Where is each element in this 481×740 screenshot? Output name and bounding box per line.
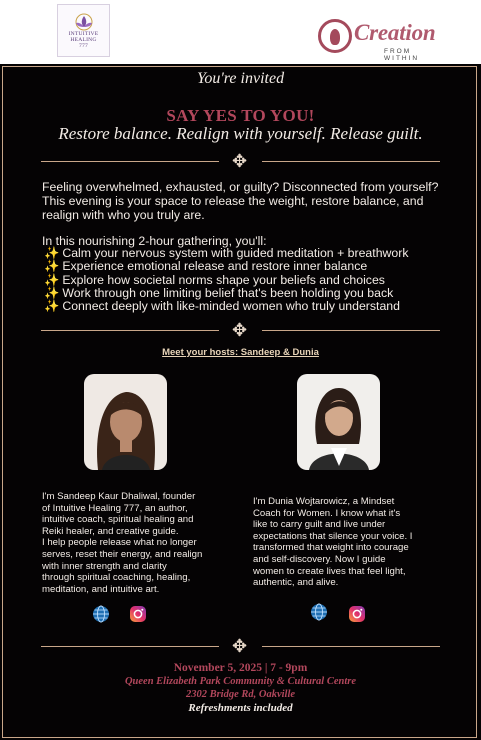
bio-line: women to create lives that feel light, [253, 565, 406, 577]
sparkle-icon: ✨ [44, 246, 60, 260]
bio-line: authentic, and alive. [253, 577, 339, 589]
bio-line: meditation, and intuitive art. [42, 583, 160, 595]
event-date: November 5, 2025 | 7 - 9pm [173, 662, 308, 674]
benefit-list [44, 247, 409, 313]
host-bio-sandeep [42, 491, 227, 595]
headline: SAY YES TO YOU! [166, 106, 315, 125]
ornament-icon: ✥ [232, 151, 248, 171]
sparkle-icon: ✨ [44, 285, 60, 300]
invited-heading: You're invited [196, 70, 285, 87]
event-address: 2302 Bridge Rd, Oakville [185, 689, 296, 700]
refreshments-note: Refreshments included [188, 702, 293, 714]
sparkle-icon: ✨ [44, 299, 60, 314]
list-item: ✨ Explore how societal norms shape your beliefs and choices [44, 272, 385, 287]
ornament-icon: ✥ [232, 636, 248, 656]
list-item: ✨ Work through one limiting belief that's been holding you back [44, 285, 394, 300]
lotus-icon [69, 13, 99, 31]
top-banner [0, 0, 481, 64]
bio-line: expectations that silence your voice. I [253, 530, 413, 542]
sparkle-icon: ✨ [44, 272, 60, 287]
instagram-icon[interactable] [348, 605, 366, 623]
bio-line: Reiki healer, and creative guide. [42, 525, 179, 537]
ornament-icon: ✥ [232, 320, 248, 340]
list-item: ✨ Connect deeply with like-minded women who truly understand [44, 299, 400, 314]
bio-line: and self-discovery. Now I guide [253, 553, 386, 565]
bio-line: I'm Sandeep Kaur Dhaliwal, founder [42, 491, 196, 502]
creation-logo-mark-icon [318, 19, 352, 53]
creation-from-within-logo [318, 14, 448, 62]
divider-bottom [41, 636, 440, 656]
intro-line: This evening is your space to release the weight, restore balance, and [42, 194, 424, 208]
event-venue: Queen Elizabeth Park Community & Cultural Centre [124, 676, 357, 687]
bio-line: transformed that weight into courage [253, 542, 409, 554]
bio-line: intuitive coach, spiritual healing and [42, 514, 194, 526]
logo-line-2: HEALING [70, 36, 97, 43]
globe-icon[interactable] [310, 603, 328, 621]
logo-line-1: INTUITIVE [68, 30, 99, 37]
intro-line: realign with who you truly are. [42, 208, 205, 222]
host-bio-dunia [253, 496, 458, 589]
creation-subtitle: FROM WITHIN [384, 48, 420, 62]
host-photo-sandeep [84, 374, 167, 470]
hosts-title: Meet your hosts: Sandeep & Dunia [162, 347, 319, 358]
instagram-icon[interactable] [129, 605, 147, 623]
bio-line: like to carry guilt and live under [253, 519, 386, 531]
logo-line-3: 777 [79, 42, 88, 49]
bio-line: I'm Dunia Wojtarowicz, a Mindset [253, 496, 395, 507]
bio-line: with inner strength and clarity [42, 560, 167, 572]
globe-icon[interactable] [92, 605, 110, 623]
gathering-lead: In this nourishing 2-hour gathering, you'll: [42, 234, 267, 248]
tagline: Restore balance. Realign with yourself. Release guilt. [58, 124, 423, 143]
bio-line: I help people release what no longer [42, 537, 197, 549]
bio-line: of Intuitive Healing 777, an author, [42, 502, 188, 514]
divider-top [41, 151, 440, 171]
bio-line: through spiritual coaching, healing, [42, 572, 191, 584]
list-item: ✨ Experience emotional release and restore inner balance [44, 259, 368, 274]
creation-wordmark: Creation [354, 20, 436, 45]
list-item: ✨ Calm your nervous system with guided meditation + breathwork [44, 246, 409, 260]
sparkle-icon: ✨ [44, 259, 60, 274]
bio-line: Coach for Women. I know what it's [253, 507, 401, 519]
divider-middle [41, 320, 440, 340]
bio-line: serves, reset their energy, and realign [42, 548, 203, 560]
intro-line: Feeling overwhelmed, exhausted, or guilty? Disconnected from yourself? [42, 180, 439, 194]
intro-paragraph [42, 180, 442, 222]
host-photo-dunia [297, 374, 380, 470]
intuitive-healing-logo [57, 4, 110, 57]
